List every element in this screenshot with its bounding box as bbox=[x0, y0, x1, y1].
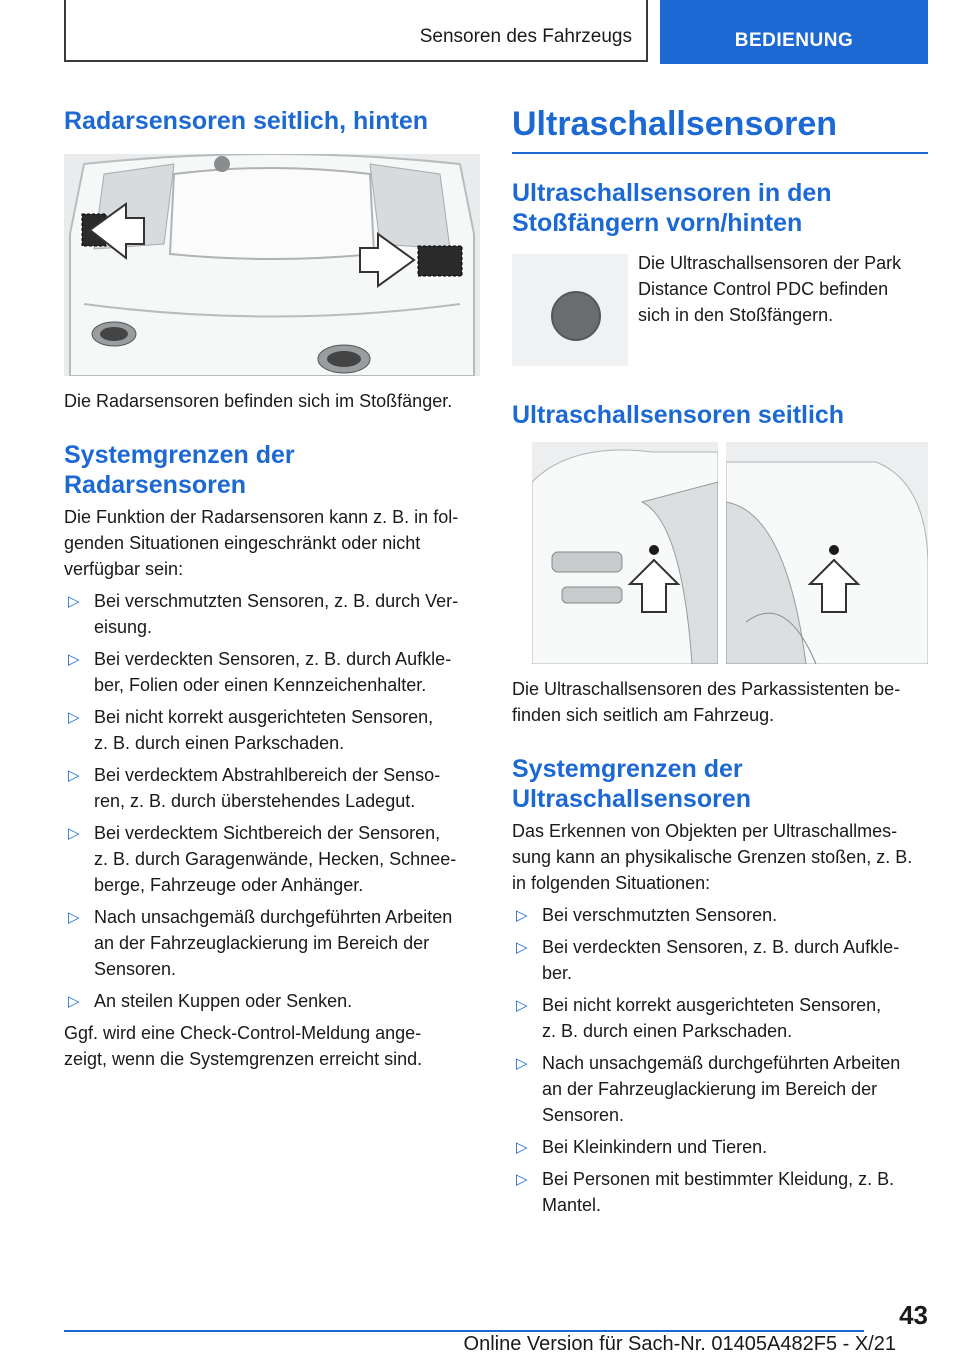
rear-bumper-image bbox=[64, 154, 480, 376]
sensor-disc-icon bbox=[512, 254, 628, 366]
list-line: Nach unsachgemäß durchgeführten Arbeiten bbox=[94, 907, 453, 927]
heading-ultrasonic-bumpers-line1: Ultraschallsensoren in den bbox=[512, 179, 832, 207]
list-line: Bei verdeckten Sensoren, z. B. durch Aufkle- bbox=[542, 937, 900, 957]
rear-car-illustration bbox=[64, 154, 480, 376]
triangle-bullet-icon: ▷ bbox=[68, 767, 80, 784]
list-item bbox=[64, 588, 480, 640]
left-column bbox=[64, 96, 480, 1072]
heading-ultrasonic-limits-line2: Ultraschallsensoren bbox=[512, 785, 751, 813]
heading-radar-limits bbox=[64, 440, 480, 500]
heading-ultrasonic-limits bbox=[512, 754, 928, 814]
caption-radar-sensors: Die Radarsensoren befinden sich im Stoßfänger. bbox=[64, 391, 453, 411]
heading-ultrasonic-sensors: Ultraschallsensoren bbox=[512, 104, 928, 154]
list-item bbox=[64, 704, 480, 756]
triangle-bullet-icon: ▷ bbox=[516, 1171, 528, 1188]
list-line: An steilen Kuppen oder Senken. bbox=[94, 991, 353, 1011]
side-rear-image bbox=[726, 442, 928, 664]
pdc-sensor-image bbox=[512, 254, 628, 366]
intro-line: sung kann an physikalische Grenzen stoßen, z. B. bbox=[512, 847, 913, 867]
heading-radar-sensors-rear: Radarsensoren seitlich, hinten bbox=[64, 107, 428, 135]
triangle-bullet-icon: ▷ bbox=[68, 651, 80, 668]
header-chapter-tab: BEDIENUNG bbox=[660, 0, 928, 64]
header-section-box bbox=[64, 0, 648, 62]
ultrasonic-limits-intro bbox=[512, 818, 928, 896]
text-line: Die Ultraschallsensoren der Park bbox=[638, 253, 902, 273]
list-line: z. B. durch Garagenwände, Hecken, Schnee- bbox=[94, 849, 457, 869]
list-item bbox=[64, 646, 480, 698]
list-line: z. B. durch einen Parkschaden. bbox=[94, 733, 345, 753]
list-item bbox=[64, 820, 480, 898]
list-line: Bei verdeckten Sensoren, z. B. durch Aufkle- bbox=[94, 649, 452, 669]
side-sensor-images bbox=[512, 442, 928, 664]
footer-online-version: Online Version für Sach-Nr. 01405A482F5 - X/21 bbox=[463, 1333, 896, 1355]
caption-side-sensors bbox=[512, 676, 928, 728]
pdc-sensor-text bbox=[638, 250, 928, 328]
triangle-bullet-icon: ▷ bbox=[516, 907, 528, 924]
intro-line: in folgenden Situationen: bbox=[512, 873, 711, 893]
list-line: Sensoren. bbox=[94, 959, 177, 979]
intro-line: genden Situationen eingeschränkt oder nicht bbox=[64, 533, 421, 553]
caption-line: finden sich seitlich am Fahrzeug. bbox=[512, 705, 775, 725]
page-number: 43 bbox=[899, 1300, 928, 1330]
list-item bbox=[64, 762, 480, 814]
list-item bbox=[512, 902, 928, 928]
list-line: berge, Fahrzeuge oder Anhänger. bbox=[94, 875, 364, 895]
front-side-illustration bbox=[532, 442, 718, 664]
radar-limits-list bbox=[64, 588, 480, 1014]
list-line: Bei verdecktem Abstrahlbereich der Senso- bbox=[94, 765, 441, 785]
pdc-sensor-block bbox=[512, 250, 928, 368]
triangle-bullet-icon: ▷ bbox=[516, 939, 528, 956]
list-line: ren, z. B. durch überstehendes Ladegut. bbox=[94, 791, 416, 811]
header-section-title: Sensoren des Fahrzeugs bbox=[419, 26, 632, 47]
list-line: ber. bbox=[542, 963, 573, 983]
rear-side-illustration bbox=[726, 442, 928, 664]
heading-ultrasonic-side: Ultraschallsensoren seitlich bbox=[512, 401, 845, 429]
heading-ultrasonic-bumpers bbox=[512, 178, 928, 238]
list-line: Bei verdecktem Sichtbereich der Sensoren, bbox=[94, 823, 441, 843]
triangle-bullet-icon: ▷ bbox=[68, 909, 80, 926]
triangle-bullet-icon: ▷ bbox=[68, 709, 80, 726]
outro-line: zeigt, wenn die Systemgrenzen erreicht sind. bbox=[64, 1049, 423, 1069]
side-front-image bbox=[532, 442, 718, 664]
radar-limits-outro bbox=[64, 1020, 480, 1072]
heading-radar-limits-line1: Systemgrenzen der bbox=[64, 441, 295, 469]
radar-limits-intro bbox=[64, 504, 480, 582]
triangle-bullet-icon: ▷ bbox=[68, 993, 80, 1010]
intro-line: Das Erkennen von Objekten per Ultraschallmes- bbox=[512, 821, 898, 841]
triangle-bullet-icon: ▷ bbox=[516, 997, 528, 1014]
text-line: Distance Control PDC befinden bbox=[638, 279, 889, 299]
list-line: Mantel. bbox=[542, 1195, 602, 1215]
intro-line: verfügbar sein: bbox=[64, 559, 184, 579]
list-item bbox=[512, 992, 928, 1044]
right-column bbox=[512, 96, 928, 1218]
text-line: sich in den Stoßfängern. bbox=[638, 305, 834, 325]
heading-ultrasonic-limits-line1: Systemgrenzen der bbox=[512, 755, 743, 783]
list-line: Bei verschmutzten Sensoren, z. B. durch Ver- bbox=[94, 591, 459, 611]
list-item bbox=[512, 1134, 928, 1160]
list-line: Sensoren. bbox=[542, 1105, 625, 1125]
list-line: Bei nicht korrekt ausgerichteten Sensoren, bbox=[542, 995, 882, 1015]
ultrasonic-limits-list bbox=[512, 902, 928, 1218]
heading-ultrasonic-bumpers-line2: Stoßfängern vorn/hinten bbox=[512, 209, 803, 237]
list-item bbox=[64, 988, 480, 1014]
list-line: ber, Folien oder einen Kennzeichenhalter. bbox=[94, 675, 427, 695]
triangle-bullet-icon: ▷ bbox=[68, 593, 80, 610]
list-item bbox=[512, 1050, 928, 1128]
list-line: Bei Kleinkindern und Tieren. bbox=[542, 1137, 768, 1157]
list-line: Nach unsachgemäß durchgeführten Arbeiten bbox=[542, 1053, 901, 1073]
list-item bbox=[512, 1166, 928, 1218]
heading-radar-limits-line2: Radarsensoren bbox=[64, 471, 247, 499]
list-line: an der Fahrzeuglackierung im Bereich der bbox=[94, 933, 430, 953]
triangle-bullet-icon: ▷ bbox=[68, 825, 80, 842]
list-line: Bei Personen mit bestimmter Kleidung, z. B. bbox=[542, 1169, 895, 1189]
list-line: z. B. durch einen Parkschaden. bbox=[542, 1021, 793, 1041]
list-line: eisung. bbox=[94, 617, 153, 637]
triangle-bullet-icon: ▷ bbox=[516, 1055, 528, 1072]
list-line: Bei nicht korrekt ausgerichteten Sensoren, bbox=[94, 707, 434, 727]
caption-line: Die Ultraschallsensoren des Parkassistenten be- bbox=[512, 679, 901, 699]
list-line: Bei verschmutzten Sensoren. bbox=[542, 905, 778, 925]
outro-line: Ggf. wird eine Check-Control-Meldung ange- bbox=[64, 1023, 422, 1043]
page-header bbox=[64, 0, 928, 64]
list-line: an der Fahrzeuglackierung im Bereich der bbox=[542, 1079, 878, 1099]
footer-divider bbox=[64, 1330, 864, 1332]
intro-line: Die Funktion der Radarsensoren kann z. B. in fol- bbox=[64, 507, 459, 527]
list-item bbox=[64, 904, 480, 982]
triangle-bullet-icon: ▷ bbox=[516, 1139, 528, 1156]
list-item bbox=[512, 934, 928, 986]
